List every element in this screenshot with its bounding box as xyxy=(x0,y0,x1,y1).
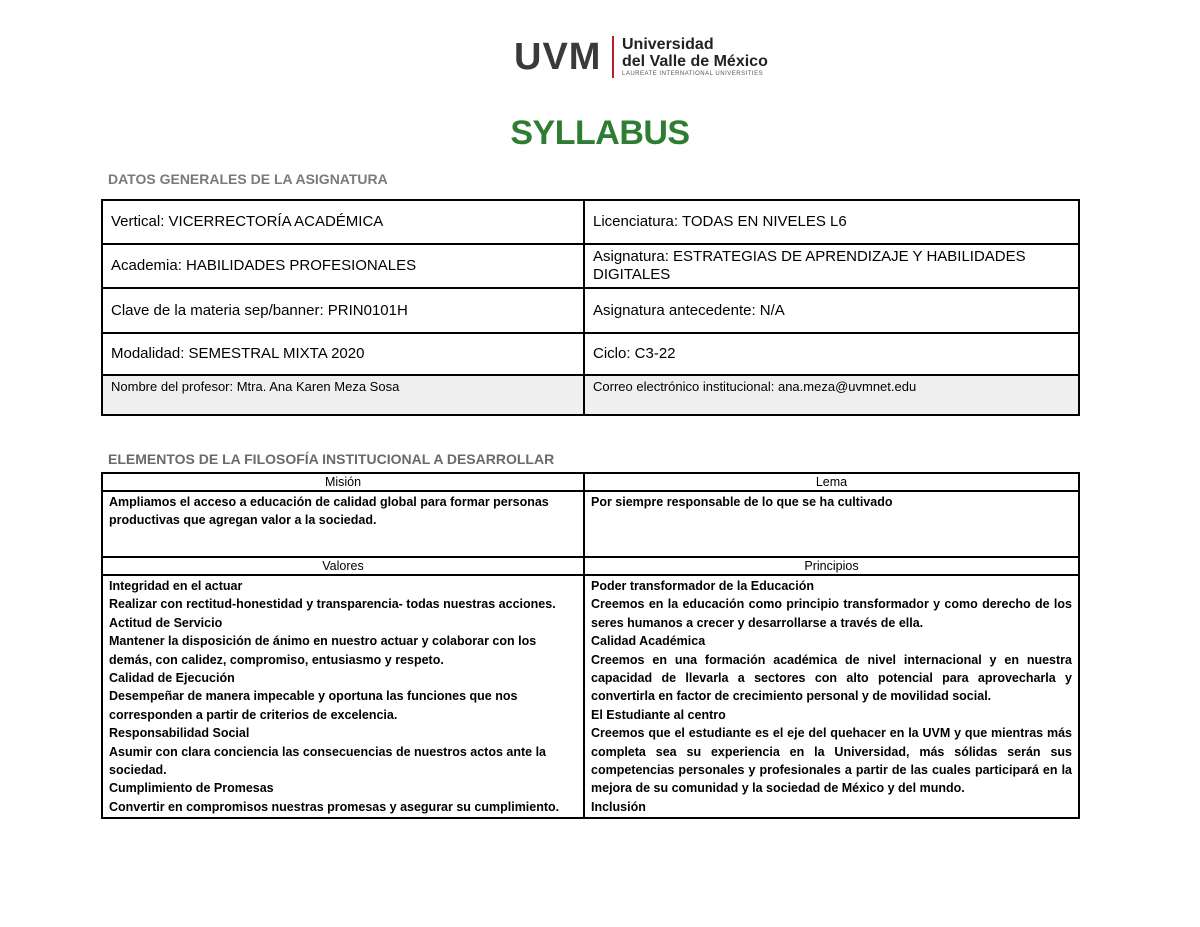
lema-header: Lema xyxy=(584,473,1079,491)
valor-desc: Convertir en compromisos nuestras promesas y asegurar su cumplimiento. xyxy=(109,799,560,814)
clave-cell: Clave de la materia sep/banner: PRIN0101H xyxy=(102,288,584,333)
principios-header: Principios xyxy=(584,557,1079,575)
valor-title: Cumplimiento de Promesas xyxy=(109,781,274,796)
lema-text: Por siempre responsable de lo que se ha cultivado xyxy=(584,491,1079,557)
profesor-cell: Nombre del profesor: Mtra. Ana Karen Meza Sosa xyxy=(102,375,584,415)
philosophy-heading: ELEMENTOS DE LA FILOSOFÍA INSTITUCIONAL A DESARROLLAR xyxy=(108,451,555,467)
table-row xyxy=(102,557,1079,575)
principio-title: Calidad Académica xyxy=(591,634,706,649)
valor-desc: Mantener la disposición de ánimo en nuestro actuar y colaborar con los demás, con calidez, compromiso, entusiasmo y respeto. xyxy=(109,634,537,667)
valor-desc: Desempeñar de manera impecable y oportuna las funciones que nos corresponden a partir de criterios de excelencia. xyxy=(109,689,518,722)
principio-desc: Creemos que el estudiante es el eje del quehacer en la UVM y que mientras más completa sea su experiencia en la Universidad, más sólidas serán sus competencias personales y profesionales a partir de las cuales participará en la mejora de su comunidad y la sociedad de México y del mundo. xyxy=(591,726,1072,796)
vertical-cell: Vertical: VICERRECTORÍA ACADÉMICA xyxy=(102,200,584,244)
mision-header: Misión xyxy=(102,473,584,491)
licenciatura-cell: Licenciatura: TODAS EN NIVELES L6 xyxy=(584,200,1079,244)
logo-divider xyxy=(612,36,614,78)
table-row xyxy=(102,333,1079,375)
principio-title: Poder transformador de la Educación xyxy=(591,579,814,593)
principio-desc: Creemos en una formación académica de nivel internacional y en nuestra capacidad de llevarla a sectores con alto potencial para aprovecharla y convertirla en factor de crecimiento personal y de movilidad social. xyxy=(591,652,1072,704)
general-data-heading: DATOS GENERALES DE LA ASIGNATURA xyxy=(108,171,388,187)
logo-mark: UVM xyxy=(514,36,602,78)
antecedente-cell: Asignatura antecedente: N/A xyxy=(584,288,1079,333)
table-row xyxy=(102,375,1079,415)
principio-title: El Estudiante al centro xyxy=(591,707,726,722)
principios-list xyxy=(584,575,1079,818)
table-row xyxy=(102,200,1079,244)
table-row xyxy=(102,491,1079,557)
university-logo xyxy=(482,20,778,88)
principio-desc: Creemos en la educación como principio transformador y como derecho de los seres humanos a crecer y desarrollarse a través de ella. xyxy=(591,597,1072,630)
table-row xyxy=(102,473,1079,491)
valor-title: Responsabilidad Social xyxy=(109,726,250,741)
table-row xyxy=(102,244,1079,288)
valor-desc: Asumir con clara conciencia las consecuencias de nuestros actos ante la sociedad. xyxy=(109,744,546,778)
mision-text: Ampliamos el acceso a educación de calidad global para formar personas productivas que agregan valor a la sociedad. xyxy=(102,491,584,557)
general-data-table xyxy=(101,199,1080,416)
ciclo-cell: Ciclo: C3-22 xyxy=(584,333,1079,375)
valor-desc: Realizar con rectitud-honestidad y transparencia- todas nuestras acciones. xyxy=(109,597,556,612)
valor-title: Calidad de Ejecución xyxy=(109,671,235,686)
valor-title: Actitud de Servicio xyxy=(109,615,223,630)
asignatura-cell: Asignatura: ESTRATEGIAS DE APRENDIZAJE Y HABILIDADES DIGITALES xyxy=(584,244,1079,288)
logo-name-line1: Universidad xyxy=(622,36,714,53)
logo-tagline: LAUREATE INTERNATIONAL UNIVERSITIES xyxy=(622,71,764,77)
logo-name-line2: del Valle de México xyxy=(622,53,768,70)
table-row xyxy=(102,288,1079,333)
modalidad-cell: Modalidad: SEMESTRAL MIXTA 2020 xyxy=(102,333,584,375)
valores-list xyxy=(102,575,584,818)
page-title: SYLLABUS xyxy=(510,114,690,152)
valores-header: Valores xyxy=(102,557,584,575)
valor-title: Integridad en el actuar xyxy=(109,579,243,593)
principio-title: Inclusión xyxy=(591,799,646,814)
table-row xyxy=(102,575,1079,818)
correo-cell: Correo electrónico institucional: ana.meza@uvmnet.edu xyxy=(584,375,1079,415)
philosophy-table xyxy=(101,472,1080,819)
academia-cell: Academia: HABILIDADES PROFESIONALES xyxy=(102,244,584,288)
logo-name xyxy=(622,36,768,70)
